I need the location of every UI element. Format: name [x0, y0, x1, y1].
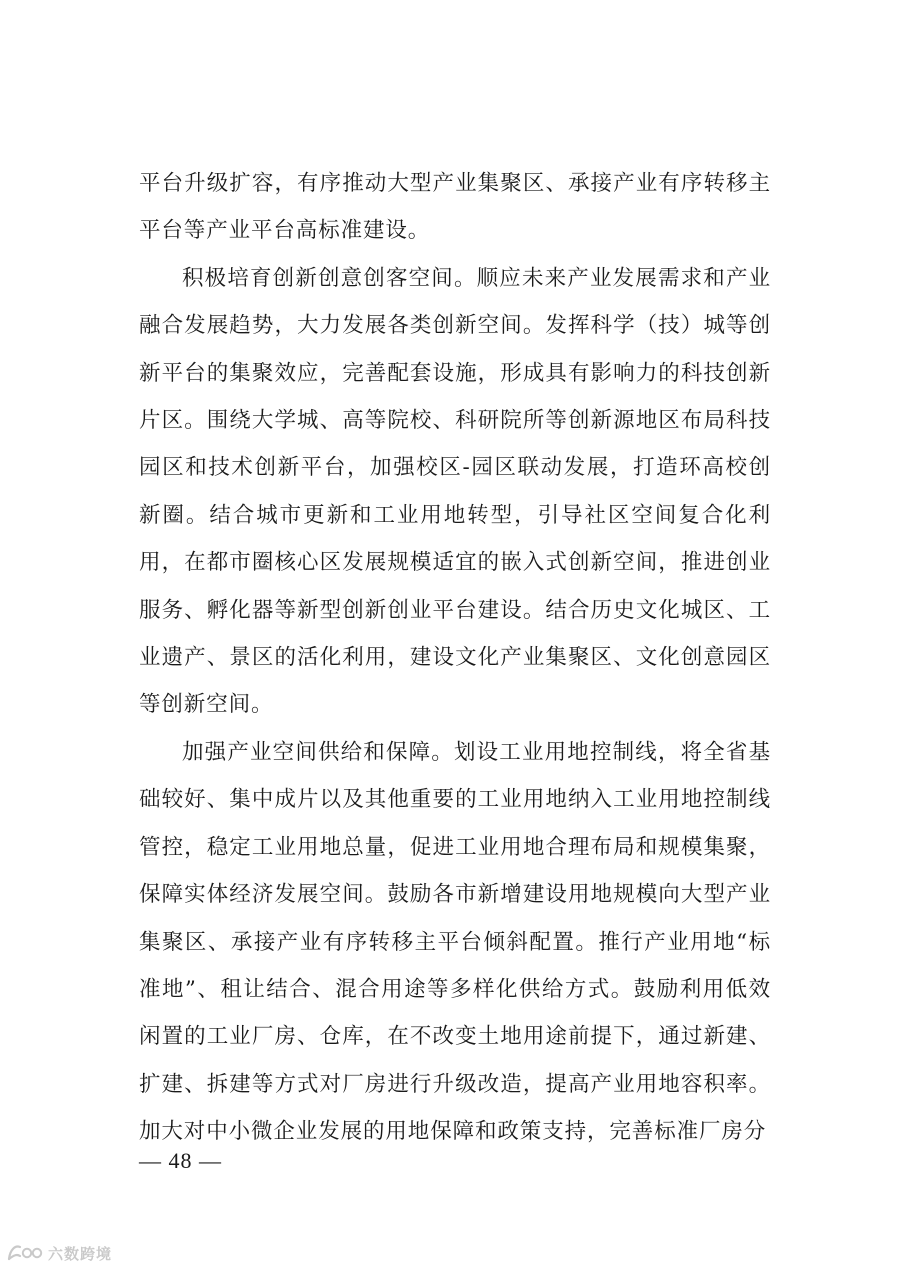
paragraph-innovation-space: [139, 255, 771, 729]
watermark-logo-icon: [6, 1242, 44, 1264]
watermark: [6, 1240, 112, 1266]
paragraph-continuation: [139, 160, 771, 255]
paragraph-lead-heading: 加强产业空间供给和保障。: [182, 739, 454, 765]
paragraph-lead-heading: 积极培育创新创意创客空间。: [182, 265, 477, 291]
page-body: [139, 160, 771, 1156]
watermark-text: 六数跨境: [48, 1244, 113, 1263]
paragraph-industrial-space: [139, 729, 771, 1156]
paragraph-text: 顺应未来产业发展需求和产业融合发展趋势，大力发展各类创新空间。发挥科学（技）城等创新平台的集聚效应，完善配套设施，形成具有影响力的科技创新片区。围绕大学城、高等院校、科研院所等创新源地区布局科技园区和技术创新平台，加强校区-园区联动发展，打造环高校创新圈。结合城市更新和工业用地转型，引导社区空间复合化利用，在都市圈核心区发展规模适宜的嵌入式创新空间，推进创业服务、孵化器等新型创新创业平台建设。结合历史文化城区、工业遗产、景区的活化利用，建设文化产业集聚区、文化创意园区等创新空间。: [139, 265, 772, 718]
paragraph-text: 划设工业用地控制线，将全省基础较好、集中成片以及其他重要的工业用地纳入工业用地控制线管控，稳定工业用地总量，促进工业用地合理布局和规模集聚，保障实体经济发展空间。鼓励各市新增建设用地规模向大型产业集聚区、承接产业有序转移主平台倾斜配置。推行产业用地“标准地”、租让结合、混合用途等多样化供给方式。鼓励利用低效闲置的工业厂房、仓库，在不改变土地用途前提下，通过新建、扩建、拆建等方式对厂房进行升级改造，提高产业用地容积率。加大对中小微企业发展的用地保障和政策支持，完善标准厂房分: [139, 739, 771, 1145]
page-number: — 48 —: [139, 1148, 222, 1173]
paragraph-text: 平台升级扩容，有序推动大型产业集聚区、承接产业有序转移主平台等产业平台高标准建设。: [139, 171, 771, 244]
